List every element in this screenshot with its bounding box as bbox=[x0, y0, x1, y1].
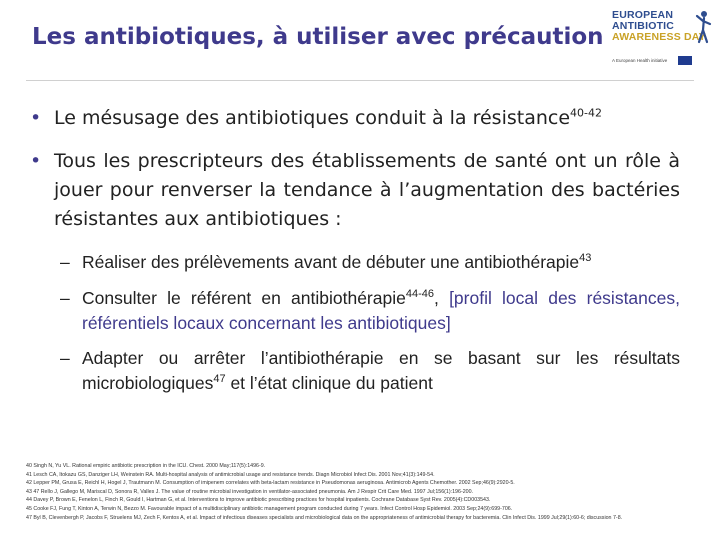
dash-marker: – bbox=[60, 348, 70, 368]
reference-item: 40 Singh N, Yu VL. Rational empiric antibiotic prescription in the ICU. Chest. 2000 May;117(5):1496-9. bbox=[26, 463, 266, 469]
eu-flag-icon bbox=[678, 56, 692, 65]
logo-line-awareness-day: AWARENESS DAY bbox=[612, 31, 706, 43]
subbullet-text-after: et l’état clinique du patient bbox=[225, 373, 433, 393]
bullet-dot: • bbox=[30, 150, 42, 172]
subbullet-adapt bbox=[60, 346, 680, 396]
citation: 44-46 bbox=[405, 288, 434, 301]
dash-marker: – bbox=[60, 288, 70, 308]
subbullet-text-after: , bbox=[434, 288, 450, 308]
logo-line-antibiotic: ANTIBIOTIC bbox=[612, 20, 675, 32]
reference-item: 43 47 Rello J, Gallego M, Mariscal D, Sonora R, Valles J. The value of routine microbial investigation in ventilator-associated pneumonia. Am J Respir Crit Care Med. 1997 Jul;156(1):196-200. bbox=[26, 488, 474, 495]
bullet-dot: • bbox=[30, 107, 42, 129]
page-title: Les antibiotiques, à utiliser avec précaution bbox=[32, 24, 604, 50]
bullet-text: Le mésusage des antibiotiques conduit à la résistance bbox=[54, 107, 571, 129]
citation: 47 bbox=[213, 373, 226, 386]
logo-subtitle: A European Health initiative bbox=[612, 58, 668, 63]
reference-item: 42 Lepper PM, Grusa E, Reichl H, Hogel J, Trautmann M. Consumption of imipenem correlates with beta-lactam resistance in Pseudomonas aeruginosa. Antimicrob Agents Chemother. 2002 Sep;46(9):2920-5. bbox=[26, 480, 515, 487]
subbullet-samples bbox=[60, 250, 680, 275]
reference-item: 41 Lesch CA, Itokazu GS, Danziger LH, Weinstein RA. Multi-hospital analysis of antimicrobial usage and resistance trends. Diagn Microbiol Infect Dis. 2001 Nov;41(3):149-54. bbox=[26, 471, 435, 478]
references bbox=[26, 462, 710, 522]
figure-icon bbox=[694, 10, 712, 44]
citation: 43 bbox=[579, 252, 592, 265]
reference-item: 44 Davey P, Brown E, Fenelon L, Finch R, Gould I, Hartman G, et al. Interventions to improve antibiotic prescribing practices for hospital inpatients. Cochrane Database Syst Rev. 2005(4):CD003543. bbox=[26, 497, 491, 504]
reference-item: 47 Byl B, Clevenbergh P, Jacobs F, Struelens MJ, Zech F, Kentos A, et al. Impact of infectious diseases specialists and microbiological data on the appropriateness of antimicrobial therapy for bacteremia. Clin Infect Dis. 1999 Jul;29(1):60-6; discussion 7-8. bbox=[26, 514, 623, 521]
reference-item: 45 Cooke FJ, Fung T, Kinton A, Terwin N, Bezzo M. Favourable impact of a multidisciplinary antibiotic management program conducted during 7 years. Infect Control Hosp Epidemiol. 2003 Sep;24(9):699-706. bbox=[26, 505, 513, 512]
highlight-text: [profil local des résistances, référentiels locaux concernant les antibiotiques] bbox=[82, 288, 680, 333]
dash-marker: – bbox=[60, 252, 70, 272]
bullet-prescribers bbox=[30, 147, 680, 234]
bullet-misuse bbox=[30, 104, 680, 133]
subbullet-text: Consulter le référent en antibiothérapie bbox=[82, 288, 406, 308]
bullet-text: Tous les prescripteurs des établissements de santé ont un rôle à jouer pour renverser la tendance à l’augmentation des bactéries résistantes aux antibiotiques : bbox=[54, 150, 680, 230]
subbullet-text: Réaliser des prélèvements avant de débuter une antibiothérapie bbox=[82, 252, 580, 272]
eaad-logo bbox=[612, 10, 712, 74]
title-divider bbox=[26, 80, 694, 81]
subbullet-text: Adapter ou arrêter l’antibiothérapie en se basant sur les résultats microbiologiques bbox=[82, 348, 680, 393]
subbullet-referent bbox=[60, 286, 680, 336]
logo-line-european: EUROPEAN bbox=[612, 9, 674, 21]
citation: 40-42 bbox=[570, 106, 603, 120]
